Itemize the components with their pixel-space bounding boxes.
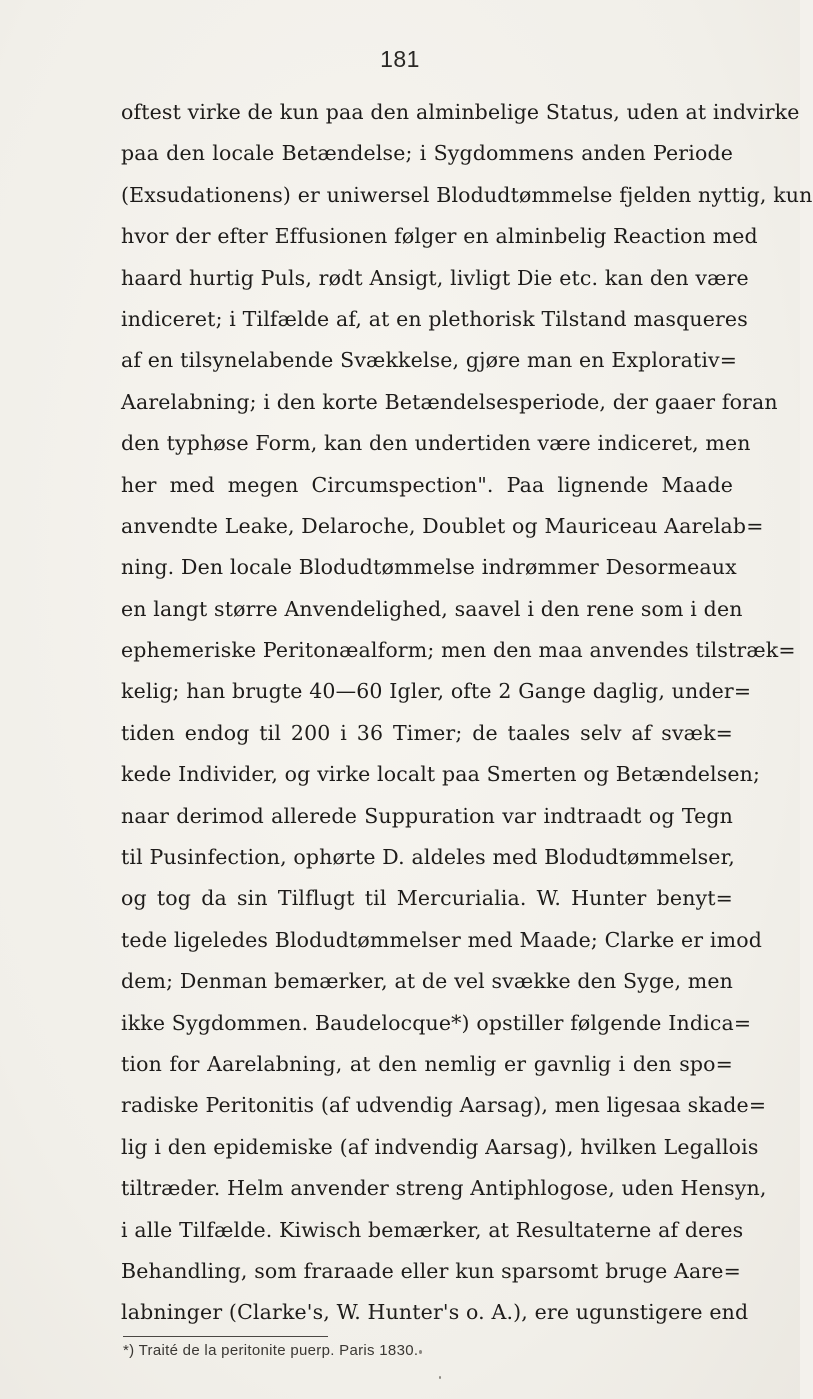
text-line: naar derimod allerede Suppuration var indtraadt og Tegn [121,803,733,828]
text-line: dem; Denman bemærker, at de vel svække den Syge, men [121,969,734,994]
text-line: kelig; han brugte 40—60 Igler, ofte 2 Gange daglig, under= [121,679,752,704]
page-number: 181 [380,46,420,72]
footnote-divider [123,1336,328,1337]
text-line: en langt større Anvendelighed, saavel i den rene som i den [121,596,743,621]
text-line: kede Individer, og virke localt paa Smerten og Betændelsen; [121,762,761,787]
text-line: (Exsudationens) er uniwersel Blodudtømmelse fjelden nyttig, kun [121,182,813,207]
text-line: hvor der efter Effusionen følger en alminbelig Reaction med [121,224,758,249]
text-line: tion for Aarelabning, at den nemlig er gavnlig i den spo= [121,1051,733,1076]
text-line: radiske Peritonitis (af udvendig Aarsag), men ligesaa skade= [121,1093,767,1118]
text-line: indiceret; i Tilfælde af, at en plethorisk Tilstand masqueres [121,306,748,331]
print-speck [439,1376,441,1379]
text-line: af en tilsynelabende Svækkelse, gjøre man en Explorativ= [121,348,738,373]
text-line: og tog da sin Tilflugt til Mercurialia. W. Hunter benyt= [121,886,733,911]
text-line: her med megen Circumspection". Paa lignende Maade [121,472,733,497]
print-speck [419,1350,422,1354]
text-line: anvendte Leake, Delaroche, Doublet og Mauriceau Aarelab= [121,513,764,538]
text-line: til Pusinfection, ophørte D. aldeles med Blodudtømmelser, [121,845,735,870]
text-line: tiden endog til 200 i 36 Timer; de taales selv af svæk= [121,720,733,745]
text-line: paa den locale Betændelse; i Sygdommens anden Periode [121,141,733,166]
text-line: ephemeriske Peritonæalform; men den maa anvendes tilstræk= [121,638,796,663]
text-line: Aarelabning; i den korte Betændelsesperiode, der gaaer foran [121,389,778,414]
text-line: haard hurtig Puls, rødt Ansigt, livligt Die etc. kan den være [121,265,749,290]
text-line: ning. Den locale Blodudtømmelse indrømmer Desormeaux [121,555,737,580]
text-line: ikke Sygdommen. Baudelocque*) opstiller følgende Indica= [121,1010,752,1035]
text-line: oftest virke de kun paa den alminbelige Status, uden at indvirke [121,100,800,124]
text-line: Behandling, som fraraade eller kun sparsomt bruge Aare= [121,1258,741,1283]
text-line: tiltræder. Helm anvender streng Antiphlogose, uden Hensyn, [121,1176,767,1201]
text-line: den typhøse Form, kan den undertiden være indiceret, men [121,431,751,456]
text-line: i alle Tilfælde. Kiwisch bemærker, at Resultaterne af deres [121,1217,744,1242]
footnote: *) Traité de la peritonite puerp. Paris 1830. [123,1342,419,1359]
text-line: lig i den epidemiske (af indvendig Aarsag), hvilken Legallois [121,1134,759,1159]
text-line: labninger (Clarke's, W. Hunter's o. A.), ere ugunstigere end [121,1300,749,1325]
body-text [121,92,813,1334]
text-line: tede ligeledes Blodudtømmelser med Maade; Clarke er imod [121,927,762,952]
